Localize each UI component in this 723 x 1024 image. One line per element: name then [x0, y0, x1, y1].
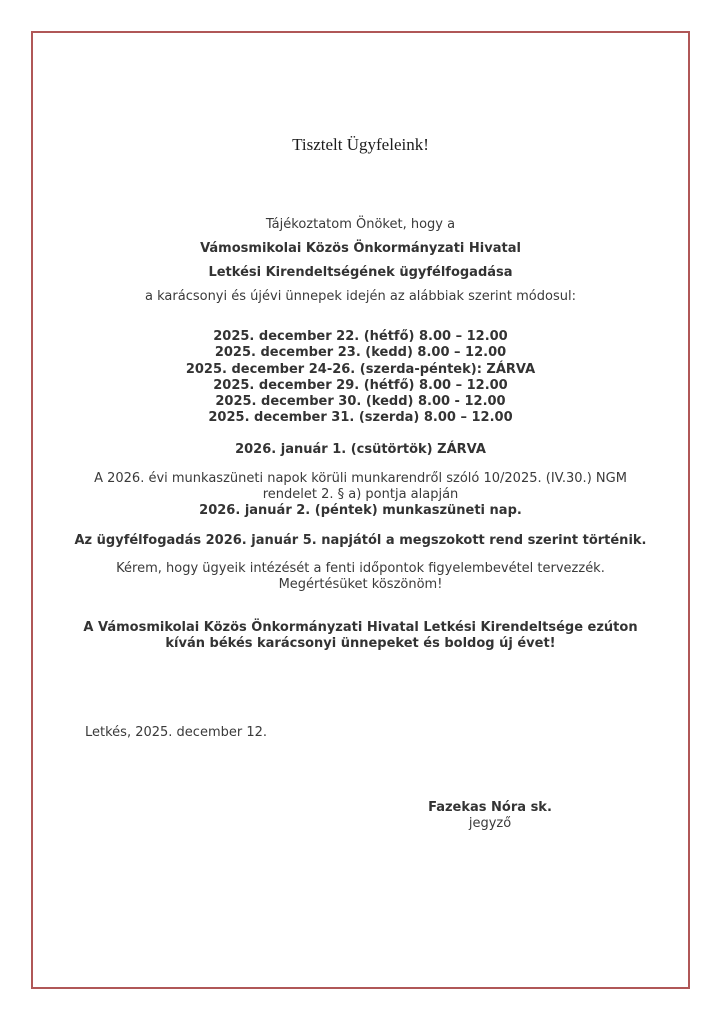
schedule-row: 2025. december 31. (szerda) 8.00 – 12.00 [208, 410, 513, 426]
notice-content [46, 0, 675, 832]
schedule-row: 2025. december 22. (hétfő) 8.00 – 12.00 [213, 329, 508, 344]
decree-line: rendelet 2. § a) pontja alapján [262, 486, 459, 502]
request-line: Kérem, hogy ügyeik intézését a fenti időpontok figyelembevétel tervezzék. [116, 560, 605, 576]
schedule-row: 2025. december 24-26. (szerda-péntek): ZÁRVA [185, 361, 536, 377]
intro-line-2: a karácsonyi és újévi ünnepek idején az alábbiak szerint módosul: [145, 289, 576, 304]
signature-name: Fazekas Nóra sk. [428, 799, 552, 815]
thanks-line: Megértésüket köszönöm! [278, 576, 443, 592]
schedule-row: 2025. december 29. (hétfő) 8.00 – 12.00 [213, 377, 508, 393]
wish-line: A Vámosmikolai Közös Önkormányzati Hivatal Letkési Kirendeltsége ezúton [83, 619, 638, 635]
place-and-date-line: Letkés, 2025. december 12. [85, 724, 268, 740]
holiday-wish-paragraph [46, 620, 675, 652]
decree-rest-day-line: 2026. január 2. (péntek) munkaszüneti nap. [199, 502, 522, 518]
decree-paragraph [46, 471, 675, 519]
wish-line: kíván békés karácsonyi ünnepeket és boldog új évet! [165, 635, 556, 651]
january-1-closed-line: 2026. január 1. (csütörtök) ZÁRVA [235, 441, 486, 457]
salutation: Tisztelt Ügyfeleink! [292, 135, 429, 154]
organization-branch-line: Letkési Kirendeltségének ügyfélfogadása [208, 265, 513, 280]
intro-line: Tájékoztatom Önöket, hogy a [265, 217, 456, 232]
holiday-schedule-list [46, 329, 675, 427]
service-resume-line: Az ügyfélfogadás 2026. január 5. napjától a megszokott rend szerint történik. [74, 532, 647, 548]
schedule-row: 2025. december 23. (kedd) 8.00 – 12.00 [214, 345, 507, 361]
signature-block [380, 800, 600, 832]
request-paragraph [46, 561, 675, 593]
schedule-row: 2025. december 30. (kedd) 8.00 - 12.00 [215, 394, 506, 410]
decree-line: A 2026. évi munkaszüneti napok körüli munkarendről szóló 10/2025. (IV.30.) NGM [94, 470, 627, 486]
organization-name-line: Vámosmikolai Közös Önkormányzati Hivatal [200, 241, 521, 256]
signature-title: jegyző [468, 815, 512, 831]
